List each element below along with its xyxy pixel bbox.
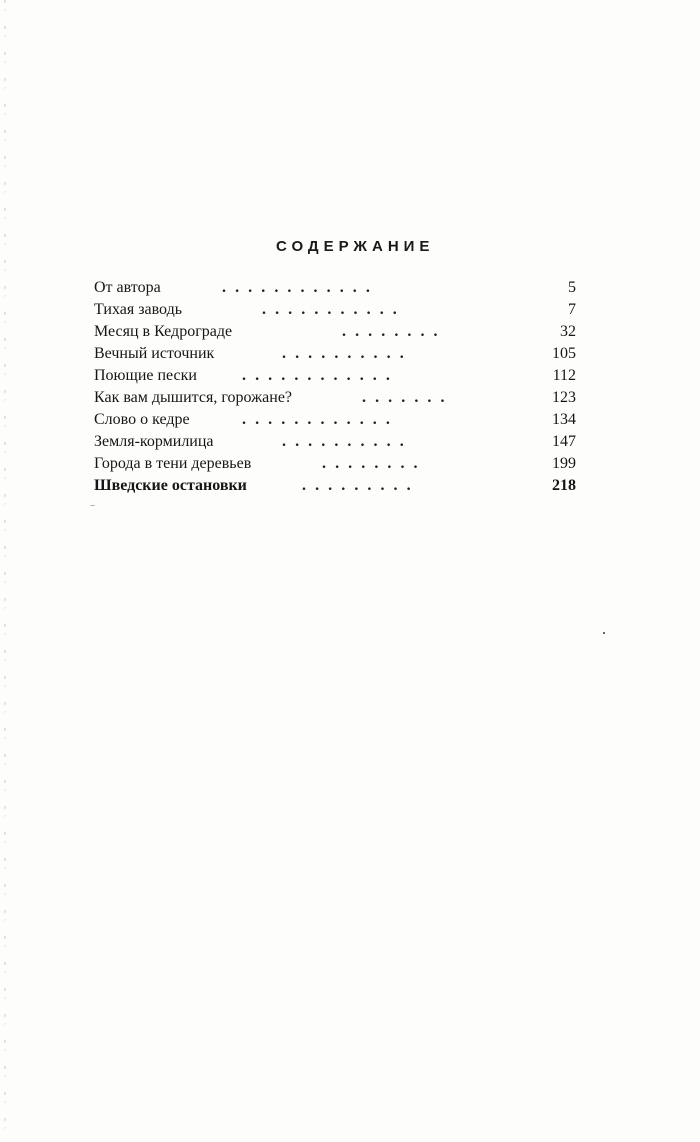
toc-entry — [94, 365, 576, 387]
toc-entry-title: От автора — [94, 279, 161, 296]
toc-entry-title: Вечный источник — [94, 345, 215, 362]
toc-entry-title: Слово о кедре — [94, 411, 190, 428]
toc-entry — [94, 409, 576, 431]
toc-entry — [94, 343, 576, 365]
dot-leader: . . . . . . . . . . . — [262, 301, 397, 318]
toc-entry-page: 123 — [552, 389, 576, 406]
dot-leader: . . . . . . . — [362, 389, 445, 406]
toc-entry-title: Как вам дышится, горожане? — [94, 389, 293, 406]
toc-entry — [94, 321, 576, 343]
speck — [90, 505, 95, 506]
dot-leader: . . . . . . . . . . . . — [242, 411, 390, 428]
toc-entry-title: Города в тени деревьев — [94, 455, 252, 472]
toc-entry-page: 134 — [552, 411, 576, 428]
toc-entry-title: Месяц в Кедрограде — [94, 323, 233, 340]
speck — [603, 632, 605, 634]
toc-entry — [94, 387, 576, 409]
scan-edge — [4, 0, 6, 1142]
toc-entry-page: 32 — [560, 323, 576, 340]
dot-leader: . . . . . . . . . . — [282, 433, 404, 450]
toc-entry-page: 5 — [568, 279, 576, 296]
toc-entry-title: Шведские остановки — [94, 477, 247, 494]
toc-entry-page: 147 — [552, 433, 576, 450]
toc-entry — [94, 277, 576, 299]
toc-entry-page: 105 — [552, 345, 576, 362]
toc-entry — [94, 431, 576, 453]
dot-leader: . . . . . . . . — [322, 455, 418, 472]
toc-entry-page: 218 — [552, 477, 576, 494]
table-of-contents — [94, 277, 576, 497]
contents-heading: СОДЕРЖАНИЕ — [276, 238, 435, 255]
dot-leader: . . . . . . . . . . . . — [242, 367, 390, 384]
toc-entry-page: 7 — [568, 301, 576, 318]
toc-entry — [94, 299, 576, 321]
toc-entry-page: 199 — [552, 455, 576, 472]
toc-entry-title: Земля-кормилица — [94, 433, 214, 450]
dot-leader: . . . . . . . . . . — [282, 345, 404, 362]
toc-entry-title: Тихая заводь — [94, 301, 183, 318]
dot-leader: . . . . . . . . . — [302, 477, 411, 494]
dot-leader: . . . . . . . . . . . . — [222, 279, 370, 296]
toc-entry-title: Поющие пески — [94, 367, 197, 384]
toc-entry-page: 112 — [552, 367, 576, 384]
toc-entry — [94, 453, 576, 475]
dot-leader: . . . . . . . . — [342, 323, 438, 340]
toc-entry — [94, 475, 576, 497]
